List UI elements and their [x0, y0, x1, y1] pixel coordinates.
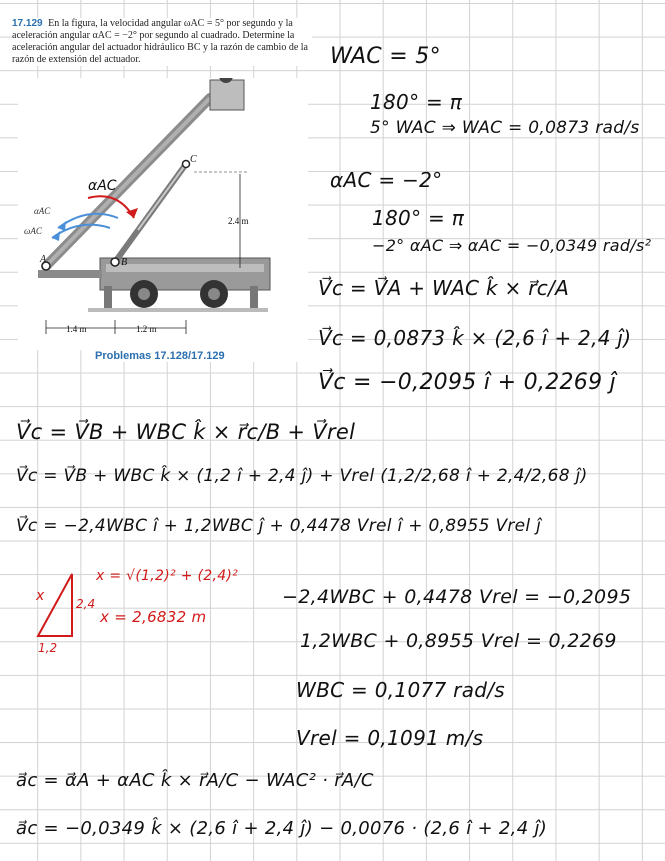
dim-height-label: 2.4 m — [228, 216, 249, 226]
dim-14-label: 1.4 m — [66, 324, 87, 334]
note-line-13: −2,4WBC + 0,4478 Vrel = −0,2095 — [282, 586, 632, 608]
figure-caption: Problemas 17.128/17.129 — [95, 350, 305, 362]
note-line-15: WBC = 0,1077 rad/s — [296, 678, 506, 702]
problem-text: En la figura, la velocidad angular ωAC = 5° por segundo y la aceleración angular αAC = −2° por segundo al cuadrado. Determine la aceleración angular del actuador hidráulico BC y la razón de cambio de la razón de extensión del actuador. — [12, 18, 308, 65]
sketch-side-12: 1,2 — [38, 641, 58, 655]
point-b-label: B — [121, 257, 128, 268]
sketch-result: x = 2,6832 m — [100, 608, 207, 626]
note-line-14: 1,2WBC + 0,8955 Vrel = 0,2269 — [300, 630, 617, 652]
problem-number: 17.129 — [12, 18, 43, 29]
sketch-side-x: x — [36, 588, 45, 604]
note-line-6: −2° αAC ⇒ αAC = −0,0349 rad/s² — [372, 236, 652, 255]
note-line-9: V⃗c = −0,2095 î + 0,2269 ĵ — [318, 370, 617, 395]
note-line-18: a⃗c = −0,0349 k̂ × (2,6 î + 2,4 ĵ) − 0,0076 · (2,6 î + 2,4 ĵ) — [16, 818, 548, 839]
sketch-formula: x = √(1,2)² + (2,4)² — [96, 568, 239, 584]
note-line-16: Vrel = 0,1091 m/s — [296, 726, 484, 750]
problem-statement — [12, 18, 312, 66]
note-line-1: WAC = 5° — [330, 44, 441, 69]
dim-12-label: 1.2 m — [136, 324, 157, 334]
note-line-8: V⃗c = 0,0873 k̂ × (2,6 î + 2,4 ĵ) — [318, 326, 632, 350]
note-line-2: 180° = π — [370, 90, 463, 114]
alpha-hand-label: αAC — [88, 178, 117, 194]
truck-crane-figure — [18, 78, 308, 350]
point-a-label: A — [40, 254, 47, 265]
note-line-11: V⃗c = V⃗B + WBC k̂ × (1,2 î + 2,4 ĵ) + Vrel (1,2/2,68 î + 2,4/2,68 ĵ) — [16, 466, 588, 486]
point-c-label: C — [190, 154, 197, 165]
note-line-3: 5° WAC ⇒ WAC = 0,0873 rad/s — [370, 118, 640, 138]
note-line-5: 180° = π — [372, 206, 465, 230]
note-line-10: V⃗c = V⃗B + WBC k̂ × r⃗c/B + V⃗rel — [16, 420, 356, 444]
omega-label: ωAC — [24, 226, 42, 236]
note-line-12: V⃗c = −2,4WBC î + 1,2WBC ĵ + 0,4478 Vrel î + 0,8955 Vrel ĵ — [16, 516, 542, 536]
note-line-4: αAC = −2° — [330, 168, 443, 192]
sketch-side-24: 2,4 — [76, 597, 96, 611]
note-line-7: V⃗c = V⃗A + WAC k̂ × r⃗c/A — [318, 276, 570, 300]
note-line-17: a⃗c = α⃗A + αAC k̂ × r⃗A/C − WAC² · r⃗A/C — [16, 770, 374, 791]
alpha-label: αAC — [34, 206, 51, 216]
